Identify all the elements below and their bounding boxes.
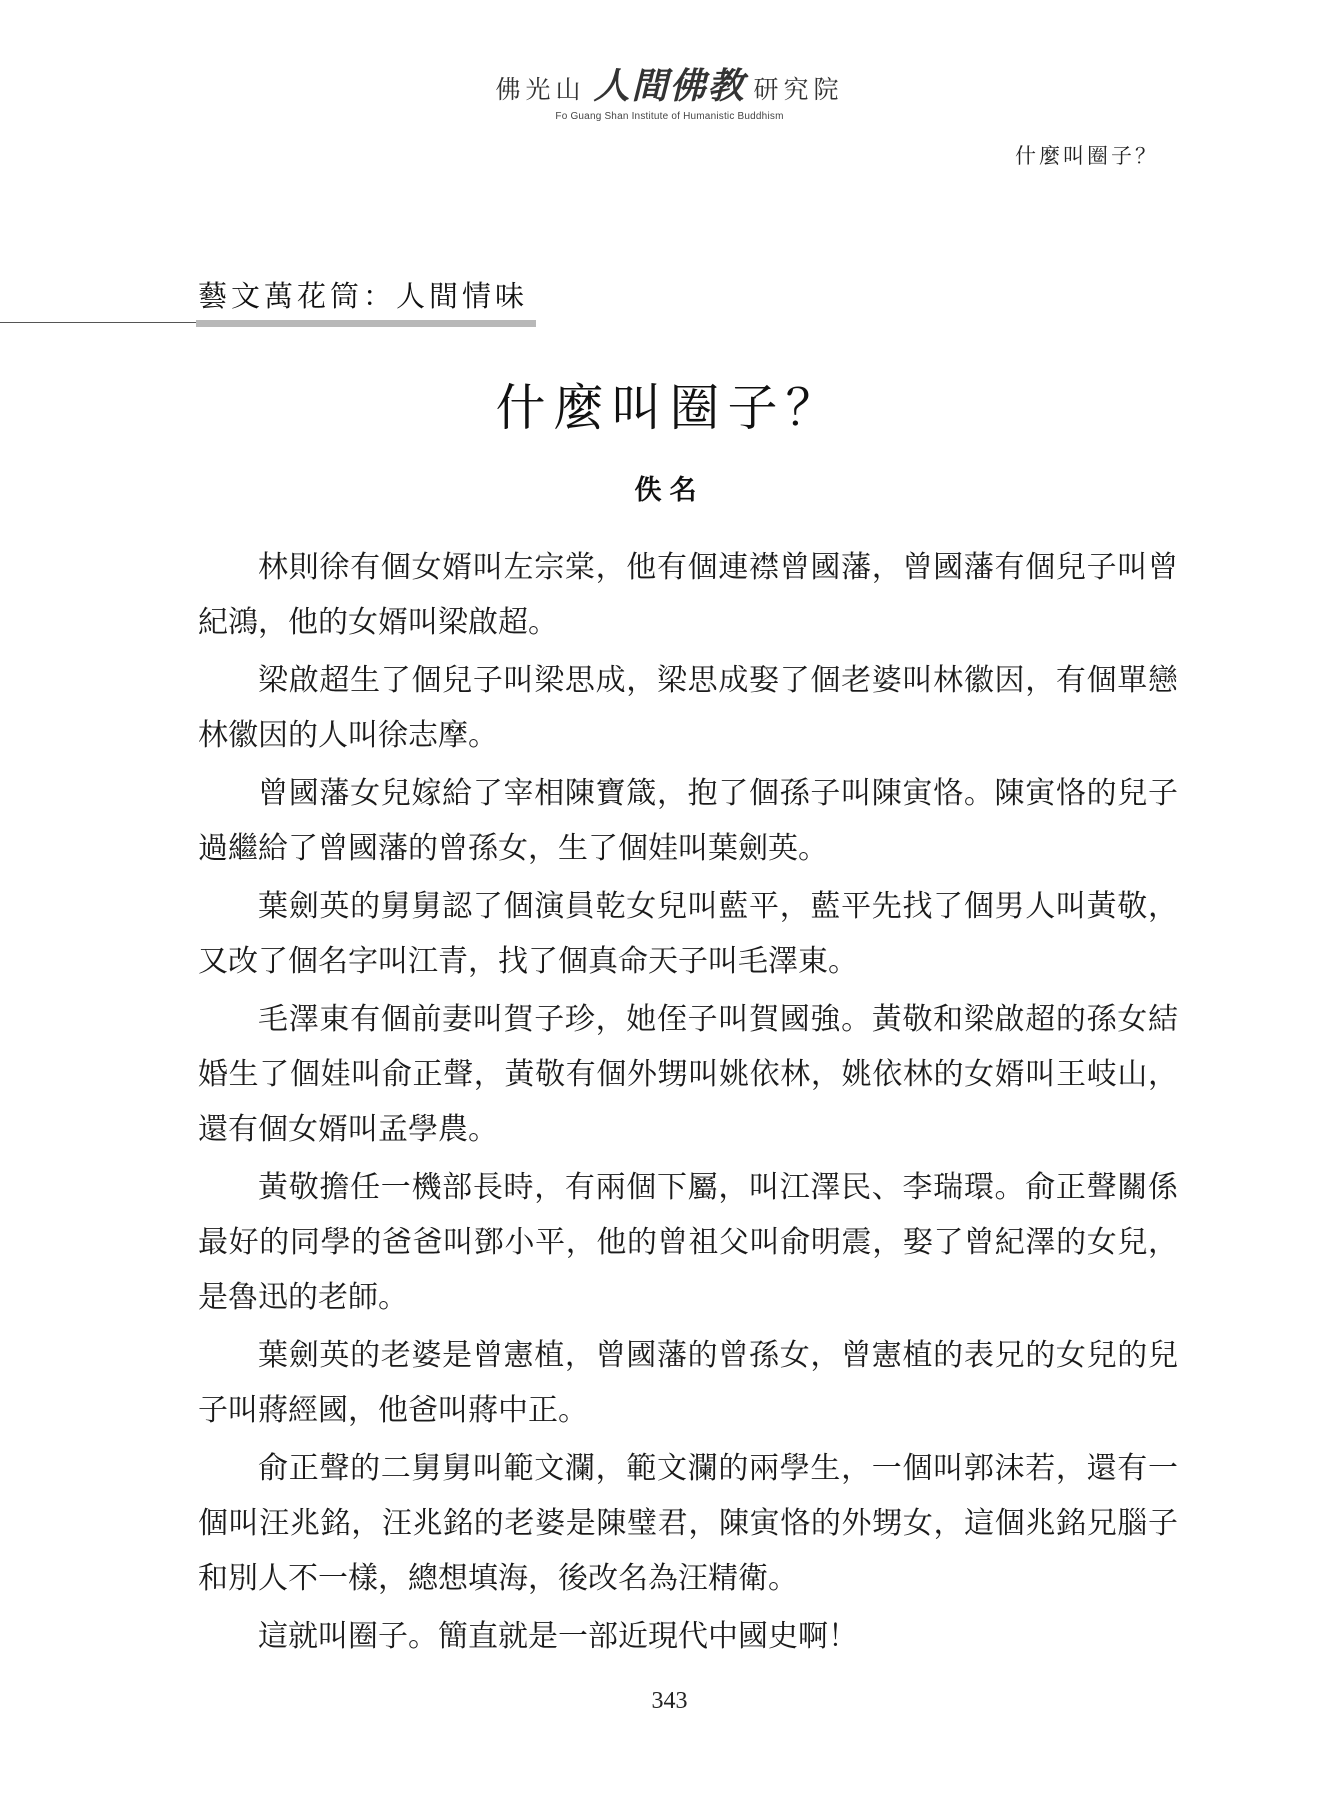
article-author: 佚名 xyxy=(634,475,705,506)
institute-logo xyxy=(495,58,843,109)
paragraph: 梁啟超生了個兒子叫梁思成，梁思成娶了個老婆叫林徽因，有個單戀林徽因的人叫徐志摩。 xyxy=(198,663,1178,753)
article-title: 什麼叫圈子？ xyxy=(495,379,844,437)
paragraph: 曾國藩女兒嫁給了宰相陳寶箴，抱了個孫子叫陳寅恪。陳寅恪的兒子過繼給了曾國藩的曾孫女，生了個娃叫葉劍英。 xyxy=(198,776,1178,866)
paragraph: 葉劍英的舅舅認了個演員乾女兒叫藍平，藍平先找了個男人叫黃敬，又改了個名字叫江青，找了個真命天子叫毛澤東。 xyxy=(198,889,1178,979)
paragraph: 毛澤東有個前妻叫賀子珍，她侄子叫賀國強。黃敬和梁啟超的孫女結婚生了個娃叫俞正聲，黃敬有個外甥叫姚依林，姚依林的女婿叫王岐山，還有個女婿叫孟學農。 xyxy=(198,1002,1178,1147)
header-brand: 人間佛教 xyxy=(593,65,746,107)
paragraph: 黃敬擔任一機部長時，有兩個下屬，叫江澤民、李瑞環。俞正聲關係最好的同學的爸爸叫鄧小平，他的曾祖父叫俞明震，娶了曾紀澤的女兒，是魯迅的老師。 xyxy=(198,1170,1178,1315)
header-prefix: 佛光山 xyxy=(495,75,586,104)
running-head: 什麼叫圈子？ xyxy=(1015,144,1159,168)
section-tag: 藝文萬花筒：人間情味 xyxy=(198,279,529,313)
institute-header xyxy=(0,58,1339,122)
paragraph: 葉劍英的老婆是曾憲植，曾國藩的曾孫女，曾憲植的表兄的女兒的兒子叫蔣經國，他爸叫蔣中正。 xyxy=(198,1338,1178,1428)
header-suffix: 研究院 xyxy=(753,75,844,104)
page-number: 343 xyxy=(651,1688,688,1714)
paragraph: 這就叫圈子。簡直就是一部近現代中國史啊！ xyxy=(258,1619,858,1654)
paragraph: 俞正聲的二舅舅叫範文瀾，範文瀾的兩學生，一個叫郭沫若，還有一個叫汪兆銘，汪兆銘的老婆是陳璧君，陳寅恪的外甥女，這個兆銘兄腦子和別人不一樣，總想填海，後改名為汪精衛。 xyxy=(198,1451,1178,1596)
paragraph: 林則徐有個女婿叫左宗棠，他有個連襟曾國藩，曾國藩有個兒子叫曾紀鴻，他的女婿叫梁啟超。 xyxy=(198,550,1178,640)
article-body xyxy=(198,540,1178,1667)
section-underline xyxy=(196,320,536,327)
header-english-name: Fo Guang Shan Institute of Humanistic Buddhism xyxy=(555,111,784,122)
